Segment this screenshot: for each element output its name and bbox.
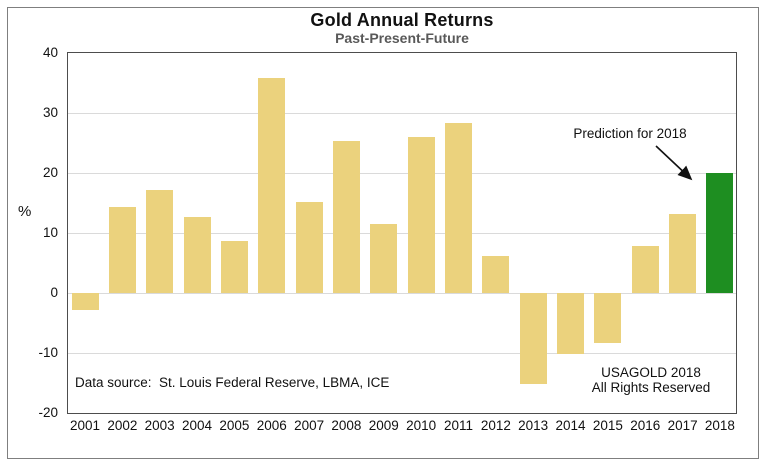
bar-2010 — [408, 137, 435, 293]
gridline-0 — [68, 293, 736, 294]
x-tick-2010: 2010 — [406, 418, 437, 433]
y-tick-0: 0 — [50, 285, 58, 300]
plot-area — [67, 52, 737, 414]
chart-title: Gold Annual Returns — [310, 10, 494, 30]
x-tick-2007: 2007 — [294, 418, 325, 433]
bar-2018 — [706, 173, 733, 293]
y-tick-20: 20 — [42, 165, 58, 180]
x-tick-2001: 2001 — [69, 418, 101, 433]
x-tick-2018: 2018 — [704, 418, 735, 433]
gridline-20 — [68, 173, 736, 174]
y-axis-unit-label: % — [18, 203, 32, 220]
x-tick-2013: 2013 — [518, 418, 549, 433]
chart-subtitle: Past-Present-Future — [335, 30, 469, 46]
y-tick-10: 10 — [42, 225, 58, 240]
x-tick-2015: 2015 — [592, 418, 623, 433]
x-tick-2014: 2014 — [555, 418, 586, 433]
bar-2002 — [109, 207, 136, 293]
x-tick-2003: 2003 — [144, 418, 175, 433]
gridline--10 — [68, 353, 736, 354]
x-tick-2016: 2016 — [630, 418, 661, 433]
x-tick-2006: 2006 — [256, 418, 287, 433]
bar-2001 — [72, 293, 99, 310]
bar-2008 — [333, 141, 360, 293]
x-tick-2004: 2004 — [182, 418, 213, 433]
x-tick-2009: 2009 — [368, 418, 399, 433]
x-tick-2011: 2011 — [443, 418, 474, 433]
x-tick-2005: 2005 — [219, 418, 250, 433]
data-source-note: Data source: St. Louis Federal Reserve, LBMA, ICE — [75, 375, 390, 390]
bar-2017 — [669, 214, 696, 293]
y-tick--10: -10 — [38, 345, 58, 360]
x-tick-2008: 2008 — [331, 418, 362, 433]
x-tick-2012: 2012 — [480, 418, 511, 433]
bar-2011 — [445, 123, 472, 293]
y-tick--20: -20 — [38, 405, 58, 420]
bar-2007 — [296, 202, 323, 293]
copyright-note — [561, 365, 741, 395]
bar-2005 — [221, 241, 248, 293]
annotation-prediction-2018: Prediction for 2018 — [573, 126, 687, 141]
bar-2015 — [594, 293, 621, 343]
copyright-line-2: All Rights Reserved — [591, 380, 711, 395]
bar-2004 — [184, 217, 211, 293]
bar-2013 — [520, 293, 547, 384]
bar-2006 — [258, 78, 285, 293]
gridline-30 — [68, 113, 736, 114]
bar-2003 — [146, 190, 173, 293]
y-tick-40: 40 — [42, 45, 58, 60]
bar-2012 — [482, 256, 509, 293]
x-tick-2017: 2017 — [667, 418, 698, 433]
bar-2016 — [632, 246, 659, 293]
bar-2009 — [370, 224, 397, 293]
bar-2014 — [557, 293, 584, 354]
y-tick-30: 30 — [42, 105, 58, 120]
copyright-line-1: USAGOLD 2018 — [601, 365, 701, 380]
x-tick-2002: 2002 — [107, 418, 138, 433]
